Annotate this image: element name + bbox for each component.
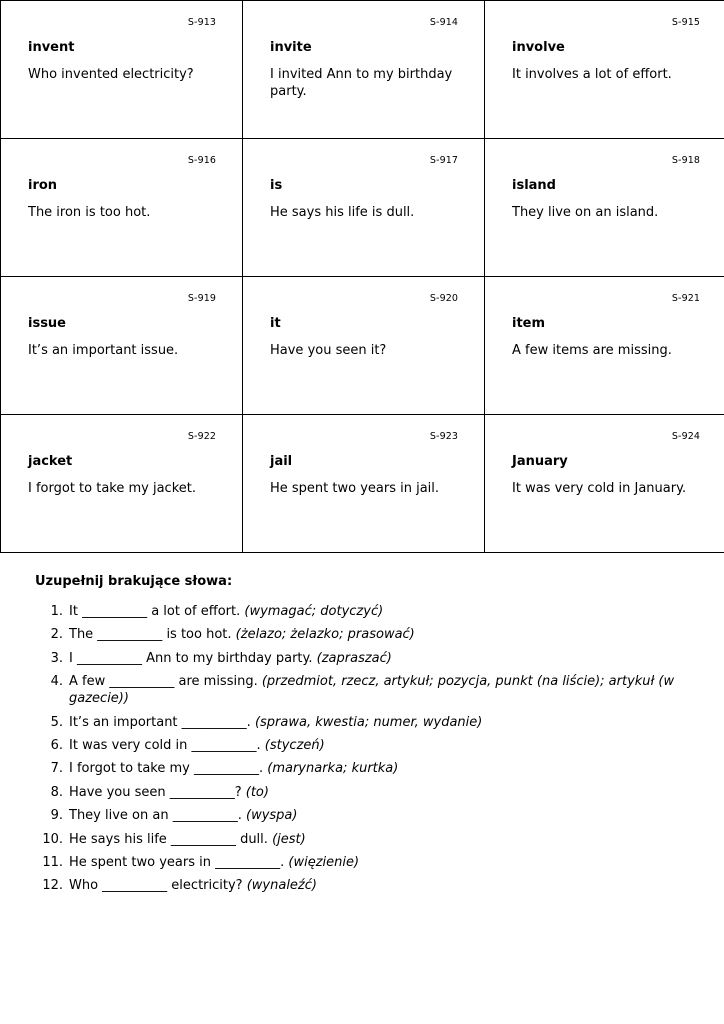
item-text: A few __________ are missing. [69,674,258,690]
card-code: S-917 [429,155,458,166]
item-hint: (wynaleźć) [246,878,317,894]
card-word: issue [28,316,67,331]
flashcard [1,1,243,139]
flashcard [243,1,485,139]
item-text: Have you seen __________? [69,784,242,800]
card-sentence: He says his life is dull. [270,205,415,220]
item-number: 3. [50,650,63,666]
flashcard [243,139,485,277]
card-word: island [512,178,556,193]
item-hint: (sprawa, kwestia; numer, wydanie) [254,714,483,730]
item-number: 4. [50,674,63,690]
exercise-item [35,650,695,667]
exercise-section [35,574,695,901]
card-word: invite [270,40,312,55]
flashcard [485,415,724,553]
item-number: 6. [50,737,63,753]
item-text: I forgot to take my __________. [69,761,264,777]
exercise-item [35,673,695,707]
item-hint: (marynarka; kurtka) [267,761,399,777]
flashcard [243,415,485,553]
item-hint: (więzienie) [288,854,360,870]
card-word: it [270,316,281,331]
item-text: I __________ Ann to my birthday party. [69,650,313,666]
item-hint: (to) [245,784,269,800]
item-text: They live on an __________. [69,808,242,824]
exercise-item [35,737,695,754]
item-text: It’s an important __________. [69,714,251,730]
item-hint: (zapraszać) [316,650,392,666]
item-number: 5. [50,714,63,730]
flashcard [485,277,724,415]
card-code: S-922 [187,431,216,442]
flashcard [1,139,243,277]
card-word: January [512,454,568,469]
item-number: 12. [42,878,63,894]
item-text: He spent two years in __________. [69,854,285,870]
item-text: Who __________ electricity? [69,878,243,894]
card-code: S-919 [187,293,216,304]
item-text: The __________ is too hot. [69,627,232,643]
flashcard [1,415,243,553]
card-word: item [512,316,546,331]
card-sentence: A few items are missing. [512,343,672,358]
card-word: invent [28,40,75,55]
item-text: It was very cold in __________. [69,737,261,753]
card-sentence: The iron is too hot. [28,205,151,220]
exercise-item [35,626,695,643]
card-code: S-921 [671,293,700,304]
card-code: S-924 [671,431,700,442]
card-row [1,139,724,277]
exercise-title: Uzupełnij brakujące słowa: [35,574,233,589]
card-sentence: I invited Ann to my birthday party. [270,67,453,99]
flashcard [485,139,724,277]
card-sentence: Have you seen it? [270,343,387,358]
card-word: is [270,178,283,193]
exercise-item [35,714,695,731]
exercise-item [35,854,695,871]
item-hint: (styczeń) [264,737,325,753]
card-sentence: He spent two years in jail. [270,481,440,496]
exercise-item [35,831,695,848]
card-code: S-915 [671,17,700,28]
item-number: 9. [50,808,63,824]
card-sentence: It’s an important issue. [28,343,179,358]
item-number: 1. [50,604,63,619]
card-word: jacket [28,454,73,469]
card-sentence: I forgot to take my jacket. [28,481,196,496]
card-code: S-920 [429,293,458,304]
card-row [1,1,724,139]
flashcard [1,277,243,415]
card-word: jail [270,454,293,469]
card-code: S-916 [187,155,216,166]
flashcard [485,1,724,139]
item-hint: (wyspa) [246,808,298,824]
card-sentence: Who invented electricity? [28,67,194,82]
exercise-item [35,603,695,620]
exercise-list [35,603,695,894]
card-code: S-923 [429,431,458,442]
item-number: 8. [50,784,63,800]
card-sentence: It involves a lot of effort. [512,67,672,82]
card-sentence: It was very cold in January. [512,481,687,496]
item-number: 2. [50,627,63,643]
card-code: S-914 [429,17,458,28]
card-sentence: They live on an island. [512,205,659,220]
item-text: He says his life __________ dull. [69,831,268,847]
item-number: 7. [50,761,63,777]
exercise-item [35,807,695,824]
item-hint: (przedmiot, rzecz, artykuł; pozycja, punkt (na liście); artykuł (w gazecie)) [69,674,675,707]
item-hint: (jest) [272,831,306,847]
card-code: S-918 [671,155,700,166]
item-number: 10. [42,831,63,847]
item-hint: (wymagać; dotyczyć) [244,604,384,619]
exercise-item [35,877,695,894]
card-code: S-913 [187,17,216,28]
item-text: It __________ a lot of effort. [69,604,241,619]
exercise-item [35,784,695,801]
flashcard [243,277,485,415]
card-row [1,277,724,415]
card-row [1,415,724,553]
item-hint: (żelazo; żelazko; prasować) [235,627,415,643]
item-number: 11. [42,854,63,870]
card-word: iron [28,178,58,193]
card-word: involve [512,40,565,55]
exercise-item [35,760,695,777]
